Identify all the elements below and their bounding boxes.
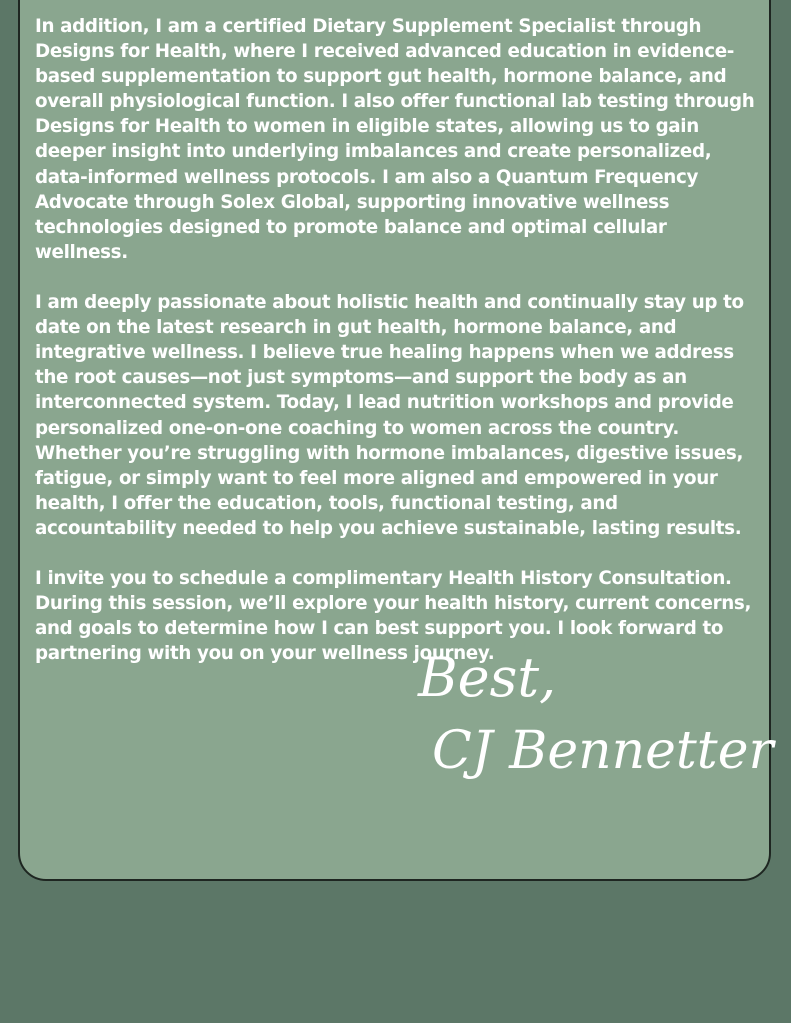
signature-name: CJ Bennetter	[432, 721, 774, 781]
letter-body	[35, 14, 759, 692]
paragraph-invitation: I invite you to schedule a complimentary Health History Consultation. During this session, we’ll explore your health history, current concerns, and goals to determine how I can best support you. I look forward to partnering with you on your wellness journey.	[35, 568, 752, 665]
paragraph-credentials: In addition, I am a certified Dietary Supplement Specialist through Designs for Health, where I received advanced education in evidence-based supplementation to support gut health, hormone balance, and overall physiological function. I also offer functional lab testing through Designs for Health to women in eligible states, allowing us to gain deeper insight into underlying imbalances and create personalized, data-informed wellness protocols. I am also a Quantum Frequency Advocate through Solex Global, supporting innovative wellness technologies designed to promote balance and optimal cellular wellness.	[35, 16, 755, 263]
signature-block	[410, 640, 774, 790]
signature-graphic	[410, 640, 774, 790]
closing-text: Best,	[418, 646, 557, 709]
paragraph-philosophy: I am deeply passionate about holistic health and continually stay up to date on the latest research in gut health, hormone balance, and integrative wellness. I believe true healing happens when we address the root causes—not just symptoms—and support the body as an interconnected system. Today, I lead nutrition workshops and provide personalized one-on-one coaching to women across the country. Whether you’re struggling with hormone imbalances, digestive issues, fatigue, or simply want to feel more aligned and empowered in your health, I offer the education, tools, functional testing, and accountability needed to help you achieve sustainable, lasting results.	[35, 292, 744, 539]
